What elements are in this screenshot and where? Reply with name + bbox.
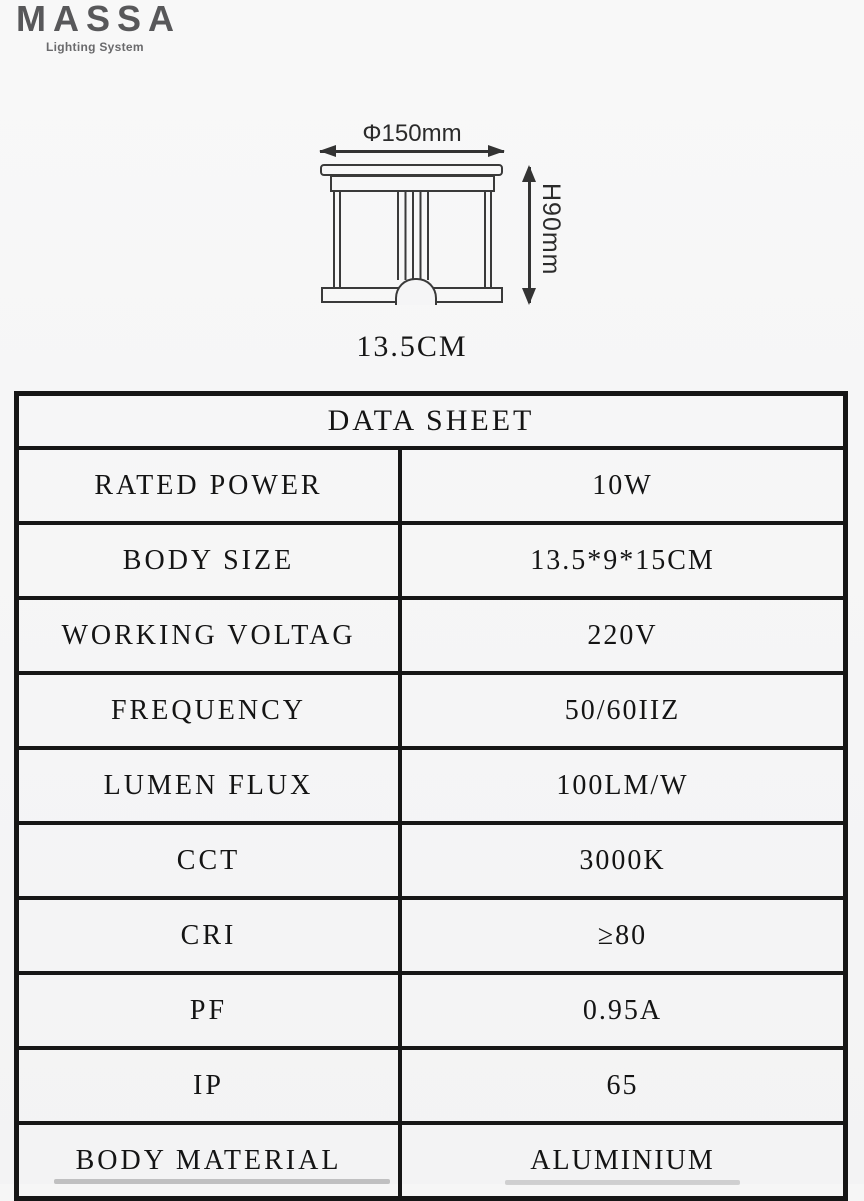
arrowhead-down-icon — [522, 288, 536, 305]
spec-value: 10W — [592, 469, 653, 501]
fixture-left-post — [333, 192, 341, 288]
scan-cutoff-line — [505, 1180, 740, 1185]
table-row — [19, 600, 843, 675]
height-dimension-label: H90mm — [537, 183, 565, 276]
width-size-label: 13.5CM — [356, 330, 468, 363]
spec-label: LUMEN FLUX — [19, 750, 402, 821]
spec-value: 0.95A — [582, 994, 663, 1026]
scan-cutoff-line — [54, 1179, 390, 1184]
diameter-dimension-label: Φ150mm — [362, 120, 462, 147]
table-row — [19, 825, 843, 900]
spec-value: 3000K — [579, 844, 666, 876]
spec-value: 13.5*9*15CM — [530, 544, 715, 576]
fixture-base-dome — [395, 278, 437, 305]
spec-value: ≥80 — [597, 919, 648, 951]
spec-label: WORKING VOLTAG — [19, 600, 402, 671]
spec-label: PF — [19, 975, 402, 1046]
fixture-upper-band — [330, 175, 495, 192]
table-row — [19, 450, 843, 525]
data-sheet-table — [14, 391, 848, 1201]
table-row — [19, 750, 843, 825]
table-row — [19, 1050, 843, 1125]
fixture-right-post — [484, 192, 492, 288]
spec-label: BODY MATERIAL — [19, 1125, 402, 1196]
table-row — [19, 900, 843, 975]
table-row — [19, 525, 843, 600]
spec-label: CRI — [19, 900, 402, 971]
brand-logo — [16, 1, 181, 54]
arrowhead-right-icon — [488, 145, 505, 157]
spec-label: IP — [19, 1050, 402, 1121]
spec-label: FREQUENCY — [19, 675, 402, 746]
spec-value: 50/60IIZ — [564, 694, 681, 726]
spec-value: 65 — [606, 1069, 639, 1101]
spec-value: 100LM/W — [556, 769, 689, 801]
table-row — [19, 1125, 843, 1196]
spec-label: BODY SIZE — [19, 525, 402, 596]
spec-value: ALUMINIUM — [530, 1144, 715, 1176]
spec-label: RATED POWER — [19, 450, 402, 521]
spec-label: CCT — [19, 825, 402, 896]
arrowhead-left-icon — [319, 145, 336, 157]
fixture-center-column — [397, 192, 430, 280]
brand-tagline: Lighting System — [46, 40, 144, 54]
table-row — [19, 675, 843, 750]
height-dimension-arrow — [528, 167, 531, 303]
table-row — [19, 975, 843, 1050]
width-dimension-arrow — [320, 150, 504, 153]
spec-value: 220V — [587, 619, 658, 651]
table-title: DATA SHEET — [19, 396, 843, 450]
brand-name: MASSA — [16, 0, 182, 39]
arrowhead-up-icon — [522, 165, 536, 182]
